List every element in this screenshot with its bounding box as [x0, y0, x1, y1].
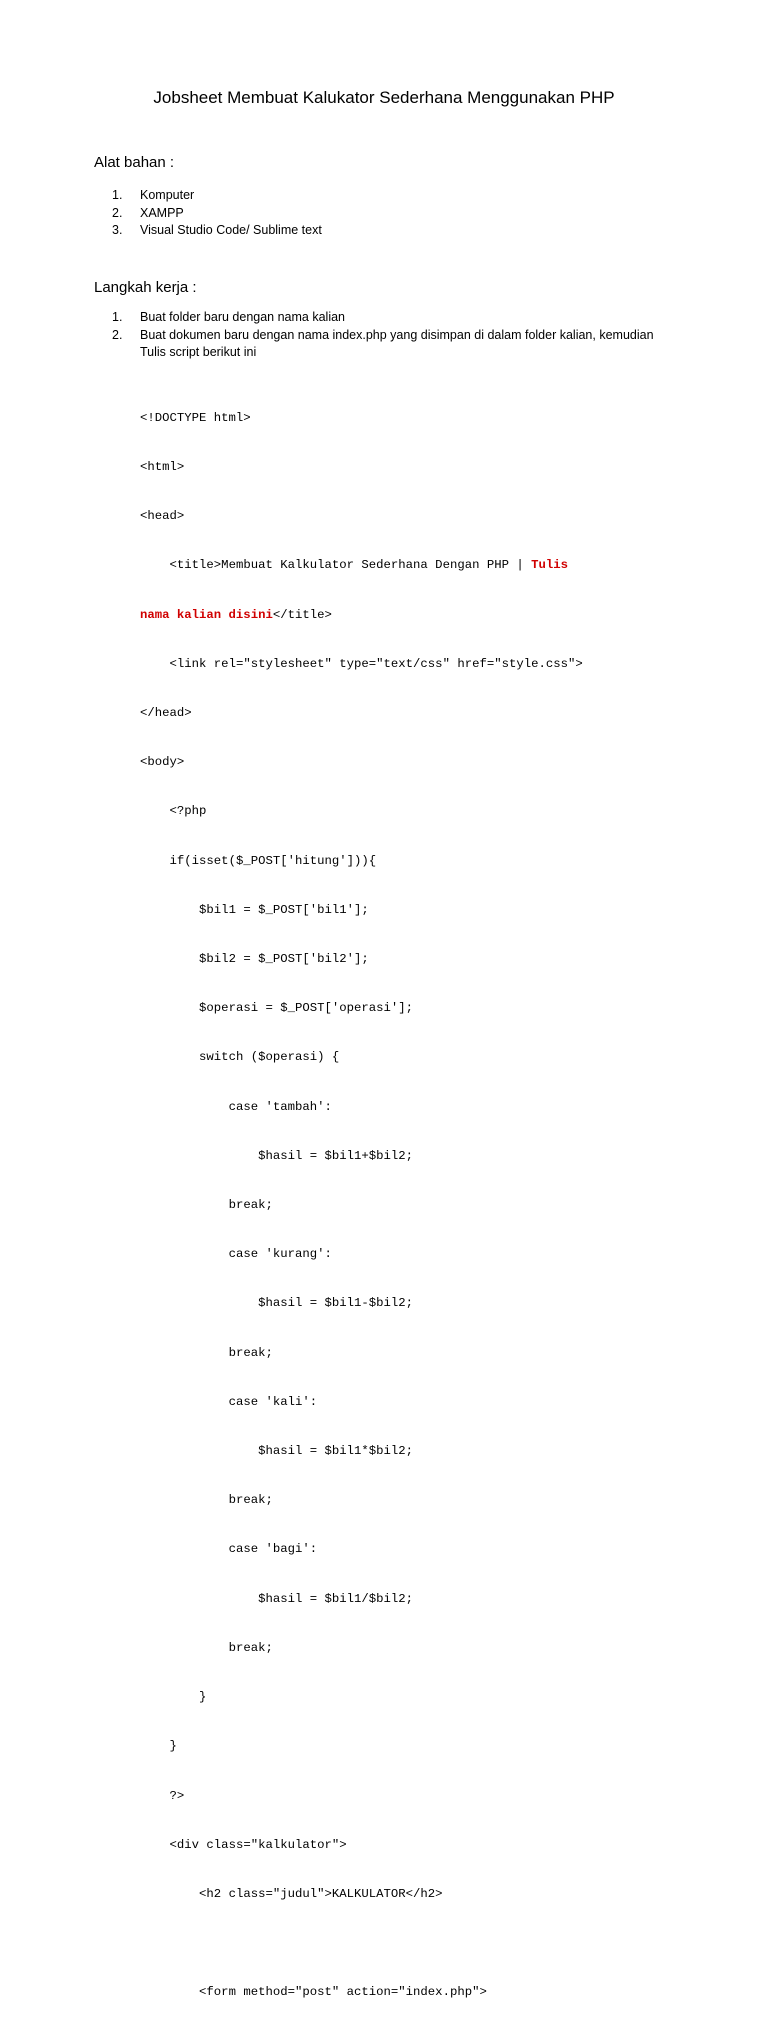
code-line: }	[140, 1739, 177, 1754]
code-line: case 'bagi':	[140, 1542, 318, 1557]
list-item	[112, 309, 654, 327]
list-item	[112, 222, 322, 240]
code-line: break;	[140, 1345, 273, 1360]
code-line: break;	[140, 1640, 273, 1655]
code-line: $operasi = $_POST['operasi'];	[140, 1001, 414, 1016]
code-line: switch ($operasi) {	[140, 1050, 340, 1065]
code-line: <!DOCTYPE html>	[140, 410, 251, 425]
code-line: break;	[140, 1198, 273, 1213]
code-line: <div class="kalkulator">	[140, 1837, 347, 1852]
code-line: $hasil = $bil1+$bil2;	[140, 1148, 414, 1163]
list-item-text: Komputer	[140, 188, 195, 202]
langkah-kerja-list	[112, 309, 654, 362]
code-line: case 'kali':	[140, 1394, 318, 1409]
list-number: 1.	[112, 188, 123, 202]
code-text: </title>	[272, 607, 332, 622]
code-line: </head>	[140, 706, 192, 721]
code-line: $bil1 = $_POST['bil1'];	[140, 902, 369, 917]
list-item-text: Buat folder baru dengan nama kalian	[140, 310, 346, 324]
list-item-text: Visual Studio Code/ Sublime text	[140, 223, 322, 237]
code-line-blank	[140, 1935, 583, 1951]
section-heading-langkah-kerja: Langkah kerja :	[94, 279, 197, 296]
code-line: $bil2 = $_POST['bil2'];	[140, 952, 369, 967]
code-line: case 'tambah':	[140, 1099, 332, 1114]
alat-bahan-list	[112, 187, 322, 240]
code-line: if(isset($_POST['hitung'])){	[140, 853, 377, 868]
code-line: <h2 class="judul">KALKULATOR</h2>	[140, 1886, 443, 1901]
code-line: <head>	[140, 509, 185, 524]
list-item-text: XAMPP	[140, 205, 184, 220]
code-highlight-text: nama kalian disini	[140, 607, 273, 622]
code-line: break;	[140, 1493, 273, 1508]
list-item-text: Buat dokumen baru dengan nama index.php yang disimpan di dalam folder kalian, kemudian	[140, 327, 654, 342]
code-text: <title>Membuat Kalkulator Sederhana Dengan PHP |	[140, 558, 532, 573]
code-line: ?>	[140, 1788, 185, 1803]
code-highlight-text: Tulis	[531, 558, 569, 573]
list-item	[112, 205, 322, 223]
code-line: $hasil = $bil1*$bil2;	[140, 1444, 414, 1459]
section-heading-alat-bahan: Alat bahan :	[94, 154, 175, 171]
list-item-text-continued: Tulis script berikut ini	[140, 345, 257, 359]
code-line: $hasil = $bil1/$bil2;	[140, 1591, 414, 1606]
code-line: <link rel="stylesheet" type="text/css" href="style.css">	[140, 656, 583, 671]
code-line-title	[140, 557, 583, 573]
code-line-title-continued	[140, 607, 583, 623]
list-number: 2.	[112, 327, 123, 342]
code-line: <body>	[140, 755, 185, 770]
code-line: }	[140, 1690, 207, 1705]
code-line: <html>	[140, 460, 185, 475]
code-block	[140, 377, 583, 2034]
code-line: case 'kurang':	[140, 1247, 332, 1262]
code-line: $hasil = $bil1-$bil2;	[140, 1296, 414, 1311]
document-title: Jobsheet Membuat Kalukator Sederhana Menggunakan PHP	[153, 88, 615, 107]
code-line: <?php	[140, 804, 207, 819]
code-line: <form method="post" action="index.php">	[140, 1985, 487, 2000]
list-number: 1.	[112, 310, 123, 324]
list-number: 3.	[112, 223, 123, 237]
list-item	[112, 187, 322, 205]
list-number: 2.	[112, 205, 123, 220]
list-item	[112, 327, 654, 362]
